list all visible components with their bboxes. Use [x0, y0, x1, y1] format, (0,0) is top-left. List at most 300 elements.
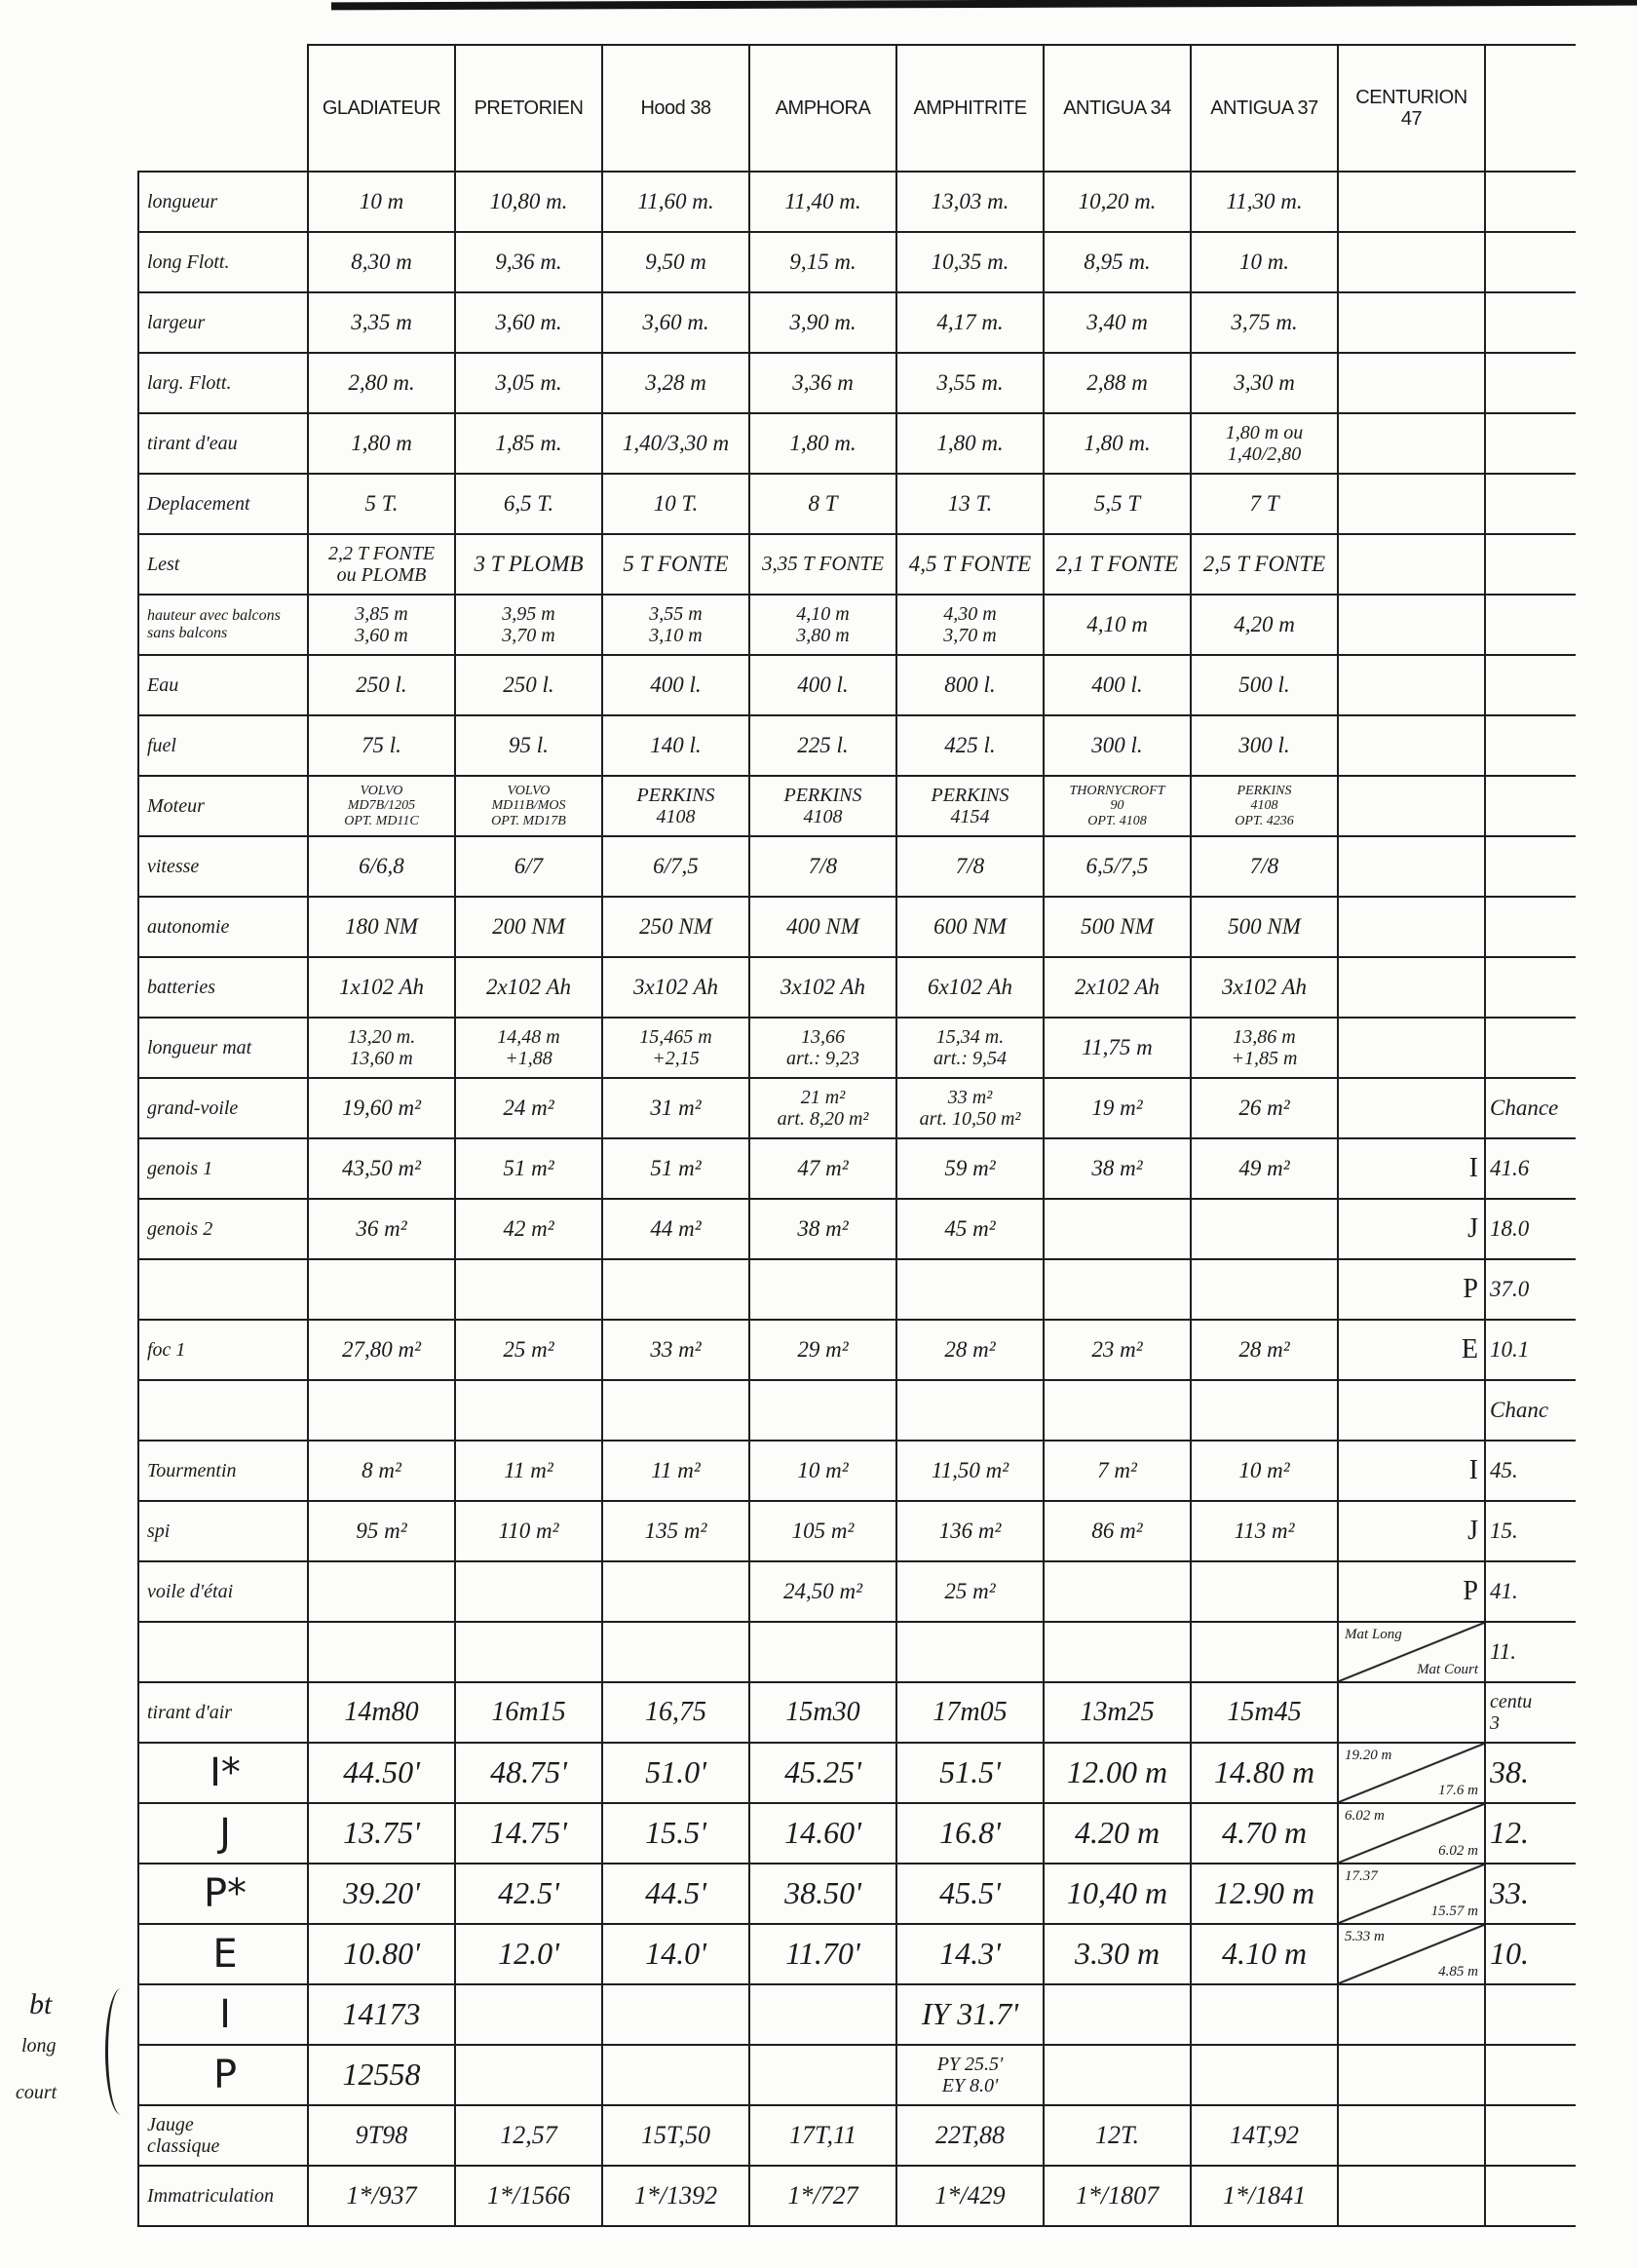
antigua-37-cell: 14.80 m	[1191, 1743, 1338, 1803]
column-header-amphora: AMPHORA	[749, 45, 896, 172]
antigua-37-cell: 500 l.	[1191, 655, 1338, 715]
gladiateur-cell: 1x102 Ah	[308, 957, 455, 1018]
pretorien-cell: 12.0'	[455, 1924, 602, 1984]
pretorien-cell	[455, 1259, 602, 1320]
antigua-34-cell: 11,75 m	[1044, 1018, 1191, 1078]
row-label: Moteur	[138, 776, 308, 836]
centurion-47-cell: J	[1338, 1199, 1485, 1259]
hood-38-cell: 11 m²	[602, 1441, 749, 1501]
pretorien-cell	[455, 1561, 602, 1622]
table-row	[138, 1259, 1576, 1320]
amphitrite-cell: 45.5'	[896, 1864, 1044, 1924]
table-row	[138, 413, 1576, 474]
antigua-37-cell: 7 T	[1191, 474, 1338, 534]
cut-off-column-cell	[1485, 353, 1576, 413]
antigua-37-cell: 113 m²	[1191, 1501, 1338, 1561]
centurion-47-cell: P	[1338, 1259, 1485, 1320]
cut-off-column-cell: 41.	[1485, 1561, 1576, 1622]
cut-off-column-cell: 18.0	[1485, 1199, 1576, 1259]
antigua-37-cell: 1,80 m ou 1,40/2,80	[1191, 413, 1338, 474]
antigua-34-cell	[1044, 1622, 1191, 1682]
gladiateur-cell: 13.75'	[308, 1803, 455, 1864]
cut-off-column-cell	[1485, 595, 1576, 655]
centurion-47-cell	[1338, 1078, 1485, 1138]
antigua-37-cell	[1191, 1984, 1338, 2045]
cut-off-column-cell	[1485, 836, 1576, 897]
gladiateur-cell: 12558	[308, 2045, 455, 2105]
centurion-47-cell	[1338, 897, 1485, 957]
antigua-37-cell: 500 NM	[1191, 897, 1338, 957]
amphitrite-cell: 16.8'	[896, 1803, 1044, 1864]
cut-off-column-cell	[1485, 957, 1576, 1018]
antigua-34-cell	[1044, 1259, 1191, 1320]
antigua-37-cell: 10 m.	[1191, 232, 1338, 292]
pretorien-cell: 3 T PLOMB	[455, 534, 602, 595]
hood-38-cell	[602, 1984, 749, 2045]
margin-brace	[105, 1988, 132, 2115]
antigua-37-cell: 15m45	[1191, 1682, 1338, 1743]
cut-off-column-cell	[1485, 474, 1576, 534]
centurion-47-cell	[1338, 1380, 1485, 1441]
hood-38-cell: 140 l.	[602, 715, 749, 776]
hood-38-cell	[602, 1622, 749, 1682]
hood-38-cell: 44 m²	[602, 1199, 749, 1259]
centurion-47-cell	[1338, 474, 1485, 534]
amphitrite-cell: 13 T.	[896, 474, 1044, 534]
hood-38-cell: 10 T.	[602, 474, 749, 534]
antigua-37-cell: 3x102 Ah	[1191, 957, 1338, 1018]
diagonal-lower-value: 17.6 m	[1438, 1782, 1478, 1798]
diagonal-lower-value: 6.02 m	[1438, 1842, 1478, 1859]
amphitrite-cell: IY 31.7'	[896, 1984, 1044, 2045]
amphitrite-cell: 1,80 m.	[896, 413, 1044, 474]
amphitrite-cell: 425 l.	[896, 715, 1044, 776]
gladiateur-cell: 1,80 m	[308, 413, 455, 474]
cut-off-column-cell	[1485, 2045, 1576, 2105]
antigua-34-cell: 1,80 m.	[1044, 413, 1191, 474]
amphora-cell: 38 m²	[749, 1199, 896, 1259]
amphora-cell: 225 l.	[749, 715, 896, 776]
table-row	[138, 1984, 1576, 2045]
scan-edge-line	[331, 0, 1637, 10]
antigua-34-cell: 38 m²	[1044, 1138, 1191, 1199]
row-label: P*	[138, 1864, 308, 1924]
centurion-47-cell: E	[1338, 1320, 1485, 1380]
table-row	[138, 1018, 1576, 1078]
gladiateur-cell	[308, 1561, 455, 1622]
row-label	[138, 1259, 308, 1320]
antigua-34-cell	[1044, 1199, 1191, 1259]
cut-off-column-cell: 41.6	[1485, 1138, 1576, 1199]
centurion-47-cell	[1338, 413, 1485, 474]
amphitrite-cell: 800 l.	[896, 655, 1044, 715]
pretorien-cell: 9,36 m.	[455, 232, 602, 292]
row-label: voile d'étai	[138, 1561, 308, 1622]
column-header-pretorien: PRETORIEN	[455, 45, 602, 172]
table-row	[138, 1803, 1576, 1864]
row-label: long Flott.	[138, 232, 308, 292]
pretorien-cell: 25 m²	[455, 1320, 602, 1380]
amphitrite-cell: 4,17 m.	[896, 292, 1044, 353]
pretorien-cell: 200 NM	[455, 897, 602, 957]
amphitrite-cell	[896, 1380, 1044, 1441]
pretorien-cell: 51 m²	[455, 1138, 602, 1199]
table-row	[138, 1441, 1576, 1501]
centurion-47-cell: I	[1338, 1138, 1485, 1199]
row-label: tirant d'eau	[138, 413, 308, 474]
hood-38-cell	[602, 2045, 749, 2105]
cut-off-column-cell	[1485, 292, 1576, 353]
gladiateur-cell	[308, 1259, 455, 1320]
hood-38-cell: 51 m²	[602, 1138, 749, 1199]
row-label: Jauge classique	[138, 2105, 308, 2166]
amphitrite-cell: PERKINS 4154	[896, 776, 1044, 836]
amphitrite-cell: 17m05	[896, 1682, 1044, 1743]
amphora-cell: 11.70'	[749, 1924, 896, 1984]
row-label: I	[138, 1984, 308, 2045]
column-header-antigua-34: ANTIGUA 34	[1044, 45, 1191, 172]
cut-off-column-cell	[1485, 776, 1576, 836]
row-label: Tourmentin	[138, 1441, 308, 1501]
amphora-cell: 4,10 m 3,80 m	[749, 595, 896, 655]
cut-off-column-cell: 33.	[1485, 1864, 1576, 1924]
gladiateur-cell: 250 l.	[308, 655, 455, 715]
amphora-cell: 105 m²	[749, 1501, 896, 1561]
gladiateur-cell: 27,80 m²	[308, 1320, 455, 1380]
row-label: Deplacement	[138, 474, 308, 534]
pretorien-cell: 48.75'	[455, 1743, 602, 1803]
hood-38-cell: 11,60 m.	[602, 172, 749, 232]
antigua-34-cell: 19 m²	[1044, 1078, 1191, 1138]
row-label: genois 2	[138, 1199, 308, 1259]
antigua-34-cell	[1044, 1984, 1191, 2045]
antigua-34-cell: 8,95 m.	[1044, 232, 1191, 292]
centurion-47-cell: J	[1338, 1501, 1485, 1561]
amphora-cell: 29 m²	[749, 1320, 896, 1380]
row-label	[138, 1622, 308, 1682]
table-row	[138, 1138, 1576, 1199]
gladiateur-cell: 14173	[308, 1984, 455, 2045]
antigua-34-cell: 7 m²	[1044, 1441, 1191, 1501]
amphora-cell: 1,80 m.	[749, 413, 896, 474]
gladiateur-cell: 14m80	[308, 1682, 455, 1743]
header-row	[138, 45, 1576, 172]
table-row	[138, 292, 1576, 353]
row-label: foc 1	[138, 1320, 308, 1380]
antigua-34-cell: 2,88 m	[1044, 353, 1191, 413]
centurion-47-cell	[1338, 1622, 1485, 1682]
antigua-34-cell: 12.00 m	[1044, 1743, 1191, 1803]
row-label: batteries	[138, 957, 308, 1018]
row-label: largeur	[138, 292, 308, 353]
gladiateur-cell: 10.80'	[308, 1924, 455, 1984]
amphora-cell: 10 m²	[749, 1441, 896, 1501]
column-header-cut-off-column	[1485, 45, 1576, 172]
antigua-37-cell: 28 m²	[1191, 1320, 1338, 1380]
antigua-34-cell: 2x102 Ah	[1044, 957, 1191, 1018]
antigua-37-cell: 7/8	[1191, 836, 1338, 897]
amphitrite-cell: 3,55 m.	[896, 353, 1044, 413]
row-label: I*	[138, 1743, 308, 1803]
table-row	[138, 1501, 1576, 1561]
hood-38-cell	[602, 1380, 749, 1441]
antigua-37-cell: 26 m²	[1191, 1078, 1338, 1138]
amphora-cell: 3,36 m	[749, 353, 896, 413]
table-row	[138, 2105, 1576, 2166]
antigua-37-cell	[1191, 1199, 1338, 1259]
antigua-34-cell	[1044, 1561, 1191, 1622]
hood-38-cell: 3,28 m	[602, 353, 749, 413]
antigua-37-cell: 1*/1841	[1191, 2166, 1338, 2226]
amphitrite-cell: 14.3'	[896, 1924, 1044, 1984]
antigua-34-cell: 500 NM	[1044, 897, 1191, 957]
row-label: Immatriculation	[138, 2166, 308, 2226]
amphitrite-cell	[896, 1259, 1044, 1320]
antigua-34-cell: 3.30 m	[1044, 1924, 1191, 1984]
table-row	[138, 474, 1576, 534]
antigua-37-cell: 4,20 m	[1191, 595, 1338, 655]
antigua-37-cell	[1191, 2045, 1338, 2105]
antigua-37-cell: 3,30 m	[1191, 353, 1338, 413]
centurion-47-cell	[1338, 776, 1485, 836]
cut-off-column-cell: Chance	[1485, 1078, 1576, 1138]
amphora-cell: 45.25'	[749, 1743, 896, 1803]
amphora-cell	[749, 1259, 896, 1320]
hood-38-cell: 250 NM	[602, 897, 749, 957]
table-row	[138, 1199, 1576, 1259]
cut-off-column-cell	[1485, 232, 1576, 292]
cut-off-column-cell: 38.	[1485, 1743, 1576, 1803]
row-label: genois 1	[138, 1138, 308, 1199]
pretorien-cell: 24 m²	[455, 1078, 602, 1138]
gladiateur-cell: 39.20'	[308, 1864, 455, 1924]
table-body	[138, 45, 1576, 2226]
table-row	[138, 1682, 1576, 1743]
gladiateur-cell	[308, 1380, 455, 1441]
cut-off-column-cell	[1485, 897, 1576, 957]
hood-38-cell: 135 m²	[602, 1501, 749, 1561]
row-label: P	[138, 2045, 308, 2105]
amphora-cell: 15m30	[749, 1682, 896, 1743]
table-row	[138, 957, 1576, 1018]
cut-off-column-cell	[1485, 1018, 1576, 1078]
pretorien-cell: 10,80 m.	[455, 172, 602, 232]
hood-38-cell	[602, 1259, 749, 1320]
antigua-34-cell: 5,5 T	[1044, 474, 1191, 534]
row-label: grand-voile	[138, 1078, 308, 1138]
antigua-37-cell: 49 m²	[1191, 1138, 1338, 1199]
table-row	[138, 1743, 1576, 1803]
pretorien-cell: 42.5'	[455, 1864, 602, 1924]
pretorien-cell: VOLVO MD11B/MOS OPT. MD17B	[455, 776, 602, 836]
margin-note-mark: bt	[29, 1988, 53, 2020]
antigua-37-cell	[1191, 1380, 1338, 1441]
gladiateur-cell: 180 NM	[308, 897, 455, 957]
pretorien-cell: 16m15	[455, 1682, 602, 1743]
table-row	[138, 655, 1576, 715]
centurion-47-cell	[1338, 292, 1485, 353]
hood-38-cell: 1,40/3,30 m	[602, 413, 749, 474]
amphora-cell: 9,15 m.	[749, 232, 896, 292]
amphitrite-cell: 6x102 Ah	[896, 957, 1044, 1018]
corner-cell	[138, 45, 308, 172]
antigua-37-cell	[1191, 1561, 1338, 1622]
gladiateur-cell: 5 T.	[308, 474, 455, 534]
gladiateur-cell: 36 m²	[308, 1199, 455, 1259]
amphitrite-cell: 11,50 m²	[896, 1441, 1044, 1501]
hood-38-cell: 15.5'	[602, 1803, 749, 1864]
amphitrite-cell: 10,35 m.	[896, 232, 1044, 292]
table-row	[138, 232, 1576, 292]
column-header-hood-38: Hood 38	[602, 45, 749, 172]
antigua-34-cell: 4,10 m	[1044, 595, 1191, 655]
pretorien-cell: 110 m²	[455, 1501, 602, 1561]
amphitrite-cell: 33 m² art. 10,50 m²	[896, 1078, 1044, 1138]
table-row	[138, 1320, 1576, 1380]
row-label: tirant d'air	[138, 1682, 308, 1743]
gladiateur-cell: 3,85 m 3,60 m	[308, 595, 455, 655]
table-row	[138, 595, 1576, 655]
amphora-cell: 1*/727	[749, 2166, 896, 2226]
centurion-47-cell	[1338, 836, 1485, 897]
centurion-47-cell	[1338, 2105, 1485, 2166]
antigua-34-cell: 300 l.	[1044, 715, 1191, 776]
cut-off-column-cell: 11.	[1485, 1622, 1576, 1682]
amphitrite-cell: 4,5 T FONTE	[896, 534, 1044, 595]
pretorien-cell: 3,95 m 3,70 m	[455, 595, 602, 655]
amphora-cell: 38.50'	[749, 1864, 896, 1924]
cut-off-column-cell	[1485, 534, 1576, 595]
table-row	[138, 1864, 1576, 1924]
row-label: hauteur avec balcons sans balcons	[138, 595, 308, 655]
centurion-47-cell	[1338, 1924, 1485, 1984]
diagonal-upper-value: 5.33 m	[1345, 1929, 1385, 1944]
cut-off-column-cell: 10.1	[1485, 1320, 1576, 1380]
amphitrite-cell: 28 m²	[896, 1320, 1044, 1380]
column-header-amphitrite: AMPHITRITE	[896, 45, 1044, 172]
gladiateur-cell: 2,2 T FONTE ou PLOMB	[308, 534, 455, 595]
amphora-cell: 24,50 m²	[749, 1561, 896, 1622]
pretorien-cell	[455, 1984, 602, 2045]
margin-note-upper: long	[21, 2035, 57, 2057]
gladiateur-cell: 1*/937	[308, 2166, 455, 2226]
antigua-37-cell: 2,5 T FONTE	[1191, 534, 1338, 595]
centurion-47-cell: P	[1338, 1561, 1485, 1622]
antigua-34-cell: 10,40 m	[1044, 1864, 1191, 1924]
antigua-37-cell: PERKINS 4108 OPT. 4236	[1191, 776, 1338, 836]
pretorien-cell: 1,85 m.	[455, 413, 602, 474]
table-row	[138, 2166, 1576, 2226]
boat-spec-table	[137, 44, 1576, 2227]
cut-off-column-cell	[1485, 655, 1576, 715]
amphitrite-cell: 600 NM	[896, 897, 1044, 957]
hood-38-cell: 3,55 m 3,10 m	[602, 595, 749, 655]
diagonal-upper-value: 19.20 m	[1345, 1748, 1392, 1763]
amphora-cell: 400 NM	[749, 897, 896, 957]
cut-off-column-cell: 10.	[1485, 1924, 1576, 1984]
gladiateur-cell: 8,30 m	[308, 232, 455, 292]
hood-38-cell	[602, 1561, 749, 1622]
column-header-gladiateur: GLADIATEUR	[308, 45, 455, 172]
amphitrite-cell: 13,03 m.	[896, 172, 1044, 232]
table-row	[138, 534, 1576, 595]
amphitrite-cell: 1*/429	[896, 2166, 1044, 2226]
cut-off-column-cell: 45.	[1485, 1441, 1576, 1501]
row-label: longueur	[138, 172, 308, 232]
cut-off-column-cell	[1485, 172, 1576, 232]
amphora-cell: 11,40 m.	[749, 172, 896, 232]
table-row	[138, 836, 1576, 897]
antigua-37-cell	[1191, 1259, 1338, 1320]
amphitrite-cell: 51.5'	[896, 1743, 1044, 1803]
gladiateur-cell: 3,35 m	[308, 292, 455, 353]
hood-38-cell: 5 T FONTE	[602, 534, 749, 595]
antigua-34-cell: 13m25	[1044, 1682, 1191, 1743]
amphora-cell: 17T,11	[749, 2105, 896, 2166]
amphitrite-cell: 7/8	[896, 836, 1044, 897]
antigua-34-cell: 2,1 T FONTE	[1044, 534, 1191, 595]
antigua-37-cell	[1191, 1622, 1338, 1682]
pretorien-cell: 250 l.	[455, 655, 602, 715]
centurion-47-cell	[1338, 353, 1485, 413]
antigua-37-cell: 3,75 m.	[1191, 292, 1338, 353]
antigua-37-cell: 10 m²	[1191, 1441, 1338, 1501]
amphora-cell: 47 m²	[749, 1138, 896, 1199]
gladiateur-cell: 95 m²	[308, 1501, 455, 1561]
amphitrite-cell: 15,34 m. art.: 9,54	[896, 1018, 1044, 1078]
table-row	[138, 1622, 1576, 1682]
antigua-34-cell	[1044, 2045, 1191, 2105]
diagonal-lower-value: 4.85 m	[1438, 1963, 1478, 1980]
amphitrite-cell: 4,30 m 3,70 m	[896, 595, 1044, 655]
antigua-34-cell: 10,20 m.	[1044, 172, 1191, 232]
antigua-34-cell: 3,40 m	[1044, 292, 1191, 353]
gladiateur-cell: 19,60 m²	[308, 1078, 455, 1138]
centurion-47-cell	[1338, 655, 1485, 715]
amphora-cell: 400 l.	[749, 655, 896, 715]
antigua-34-cell: 12T.	[1044, 2105, 1191, 2166]
diagonal-upper-value: Mat Long	[1345, 1627, 1402, 1642]
row-label: autonomie	[138, 897, 308, 957]
table-row	[138, 1561, 1576, 1622]
gladiateur-cell: 8 m²	[308, 1441, 455, 1501]
cut-off-column-cell	[1485, 2166, 1576, 2226]
table-row	[138, 353, 1576, 413]
cut-off-column-cell	[1485, 715, 1576, 776]
antigua-34-cell: THORNYCROFT 90 OPT. 4108	[1044, 776, 1191, 836]
gladiateur-cell: VOLVO MD7B/1205 OPT. MD11C	[308, 776, 455, 836]
table-row	[138, 1924, 1576, 1984]
pretorien-cell: 12,57	[455, 2105, 602, 2166]
antigua-37-cell: 12.90 m	[1191, 1864, 1338, 1924]
pretorien-cell: 14.75'	[455, 1803, 602, 1864]
hood-38-cell: 51.0'	[602, 1743, 749, 1803]
row-label	[138, 1380, 308, 1441]
antigua-34-cell: 23 m²	[1044, 1320, 1191, 1380]
column-header-antigua-37: ANTIGUA 37	[1191, 45, 1338, 172]
hood-38-cell: 14.0'	[602, 1924, 749, 1984]
hood-38-cell: PERKINS 4108	[602, 776, 749, 836]
centurion-47-cell	[1338, 172, 1485, 232]
antigua-34-cell: 1*/1807	[1044, 2166, 1191, 2226]
antigua-34-cell: 6,5/7,5	[1044, 836, 1191, 897]
centurion-47-cell	[1338, 1018, 1485, 1078]
pretorien-cell: 1*/1566	[455, 2166, 602, 2226]
antigua-37-cell: 13,86 m +1,85 m	[1191, 1018, 1338, 1078]
cut-off-column-cell: Chanc	[1485, 1380, 1576, 1441]
amphitrite-cell: 22T,88	[896, 2105, 1044, 2166]
centurion-47-cell	[1338, 232, 1485, 292]
